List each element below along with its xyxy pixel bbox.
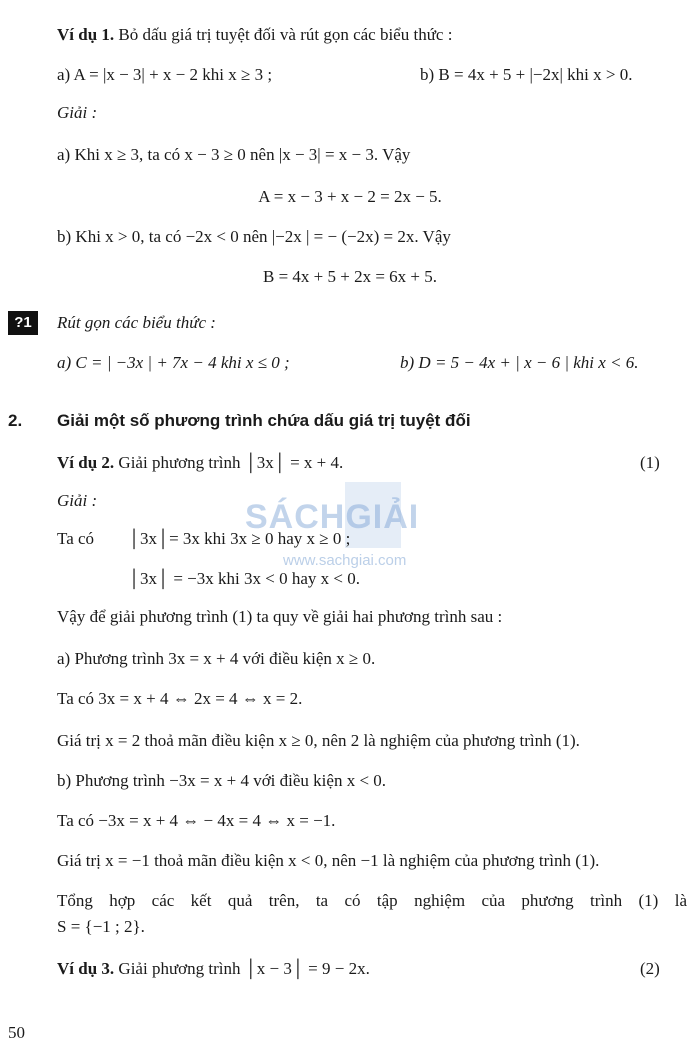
example2-line11: S = {−1 ; 2}. [57, 917, 145, 936]
example2-equation-number: (1) [640, 453, 660, 472]
example1-sol-a-line1: a) Khi x ≥ 3, ta có x − 3 ≥ 0 nên |x − 3| = x − 3. Vậy [57, 145, 411, 164]
question1-prompt: Rút gọn các biểu thức : [57, 313, 216, 332]
example3-label: Ví dụ 3. [57, 959, 115, 978]
example3-text: Giải phương trình │x − 3│ = 9 − 2x. [114, 959, 370, 978]
example2-line6: Giá trị x = 2 thoả mãn điều kiện x ≥ 0, nên 2 là nghiệm của phương trình (1). [57, 731, 580, 750]
example1-title [57, 24, 452, 46]
example1-label: Ví dụ 1. [57, 25, 115, 44]
example3-title [57, 958, 370, 980]
example2-line9: Giá trị x = −1 thoả mãn điều kiện x < 0, nên −1 là nghiệm của phương trình (1). [57, 851, 600, 870]
example2-solution-label: Giải : [57, 491, 98, 510]
page-number: 50 [8, 1023, 25, 1042]
example1-sol-b-line1: b) Khi x > 0, ta có −2x < 0 nên |−2x | = − (−2x) = 2x. Vậy [57, 227, 451, 246]
question1-part-b: b) D = 5 − 4x + | x − 6 | khi x < 6. [400, 353, 639, 372]
example2-line3: Vậy để giải phương trình (1) ta quy về giải hai phương trình sau : [57, 607, 503, 626]
watermark-brand: SÁCHGIẢI [245, 498, 420, 536]
example2-title [57, 452, 343, 474]
question1-part-a: a) C = | −3x | + 7x − 4 khi x ≤ 0 ; [57, 353, 290, 372]
section2-number: 2. [8, 411, 23, 430]
example2-line7: b) Phương trình −3x = x + 4 với điều kiện x < 0. [57, 771, 387, 790]
example1-part-a: a) A = |x − 3| + x − 2 khi x ≥ 3 ; [57, 65, 273, 84]
example1-part-b: b) B = 4x + 5 + |−2x| khi x > 0. [420, 65, 633, 84]
section2-title: Giải một số phương trình chứa dấu giá trị tuyệt đối [57, 411, 471, 430]
example1-text: Bỏ dấu giá trị tuyệt đối và rút gọn các biểu thức : [114, 25, 453, 44]
question-badge: ?1 [8, 311, 38, 335]
watermark-box [345, 482, 401, 548]
example2-line1-prefix: Ta có [57, 529, 95, 548]
example1-sol-a-line2: A = x − 3 + x − 2 = 2x − 5. [258, 187, 442, 206]
example2-line5: Ta có 3x = x + 4 ⇔ 2x = 4 ⇔ x = 2. [57, 689, 303, 708]
example2-line4: a) Phương trình 3x = x + 4 với điều kiện x ≥ 0. [57, 649, 376, 668]
example1-solution-label: Giải : [57, 103, 98, 122]
example1-sol-b-line2: B = 4x + 5 + 2x = 6x + 5. [262, 267, 438, 286]
example3-equation-number: (2) [640, 959, 660, 978]
example2-label: Ví dụ 2. [57, 453, 115, 472]
watermark-url: www.sachgiai.com [283, 552, 407, 569]
example2-line10: Tổng hợp các kết quả trên, ta có tập nghiệm của phương trình (1) là [57, 891, 687, 910]
example2-line2: │3x│ = −3x khi 3x < 0 hay x < 0. [128, 569, 360, 588]
example2-line1: │3x│= 3x khi 3x ≥ 0 hay x ≥ 0 ; [128, 529, 351, 548]
example2-text: Giải phương trình │3x│ = x + 4. [114, 453, 344, 472]
example2-line8: Ta có −3x = x + 4 ⇔ − 4x = 4 ⇔ x = −1. [57, 811, 336, 830]
